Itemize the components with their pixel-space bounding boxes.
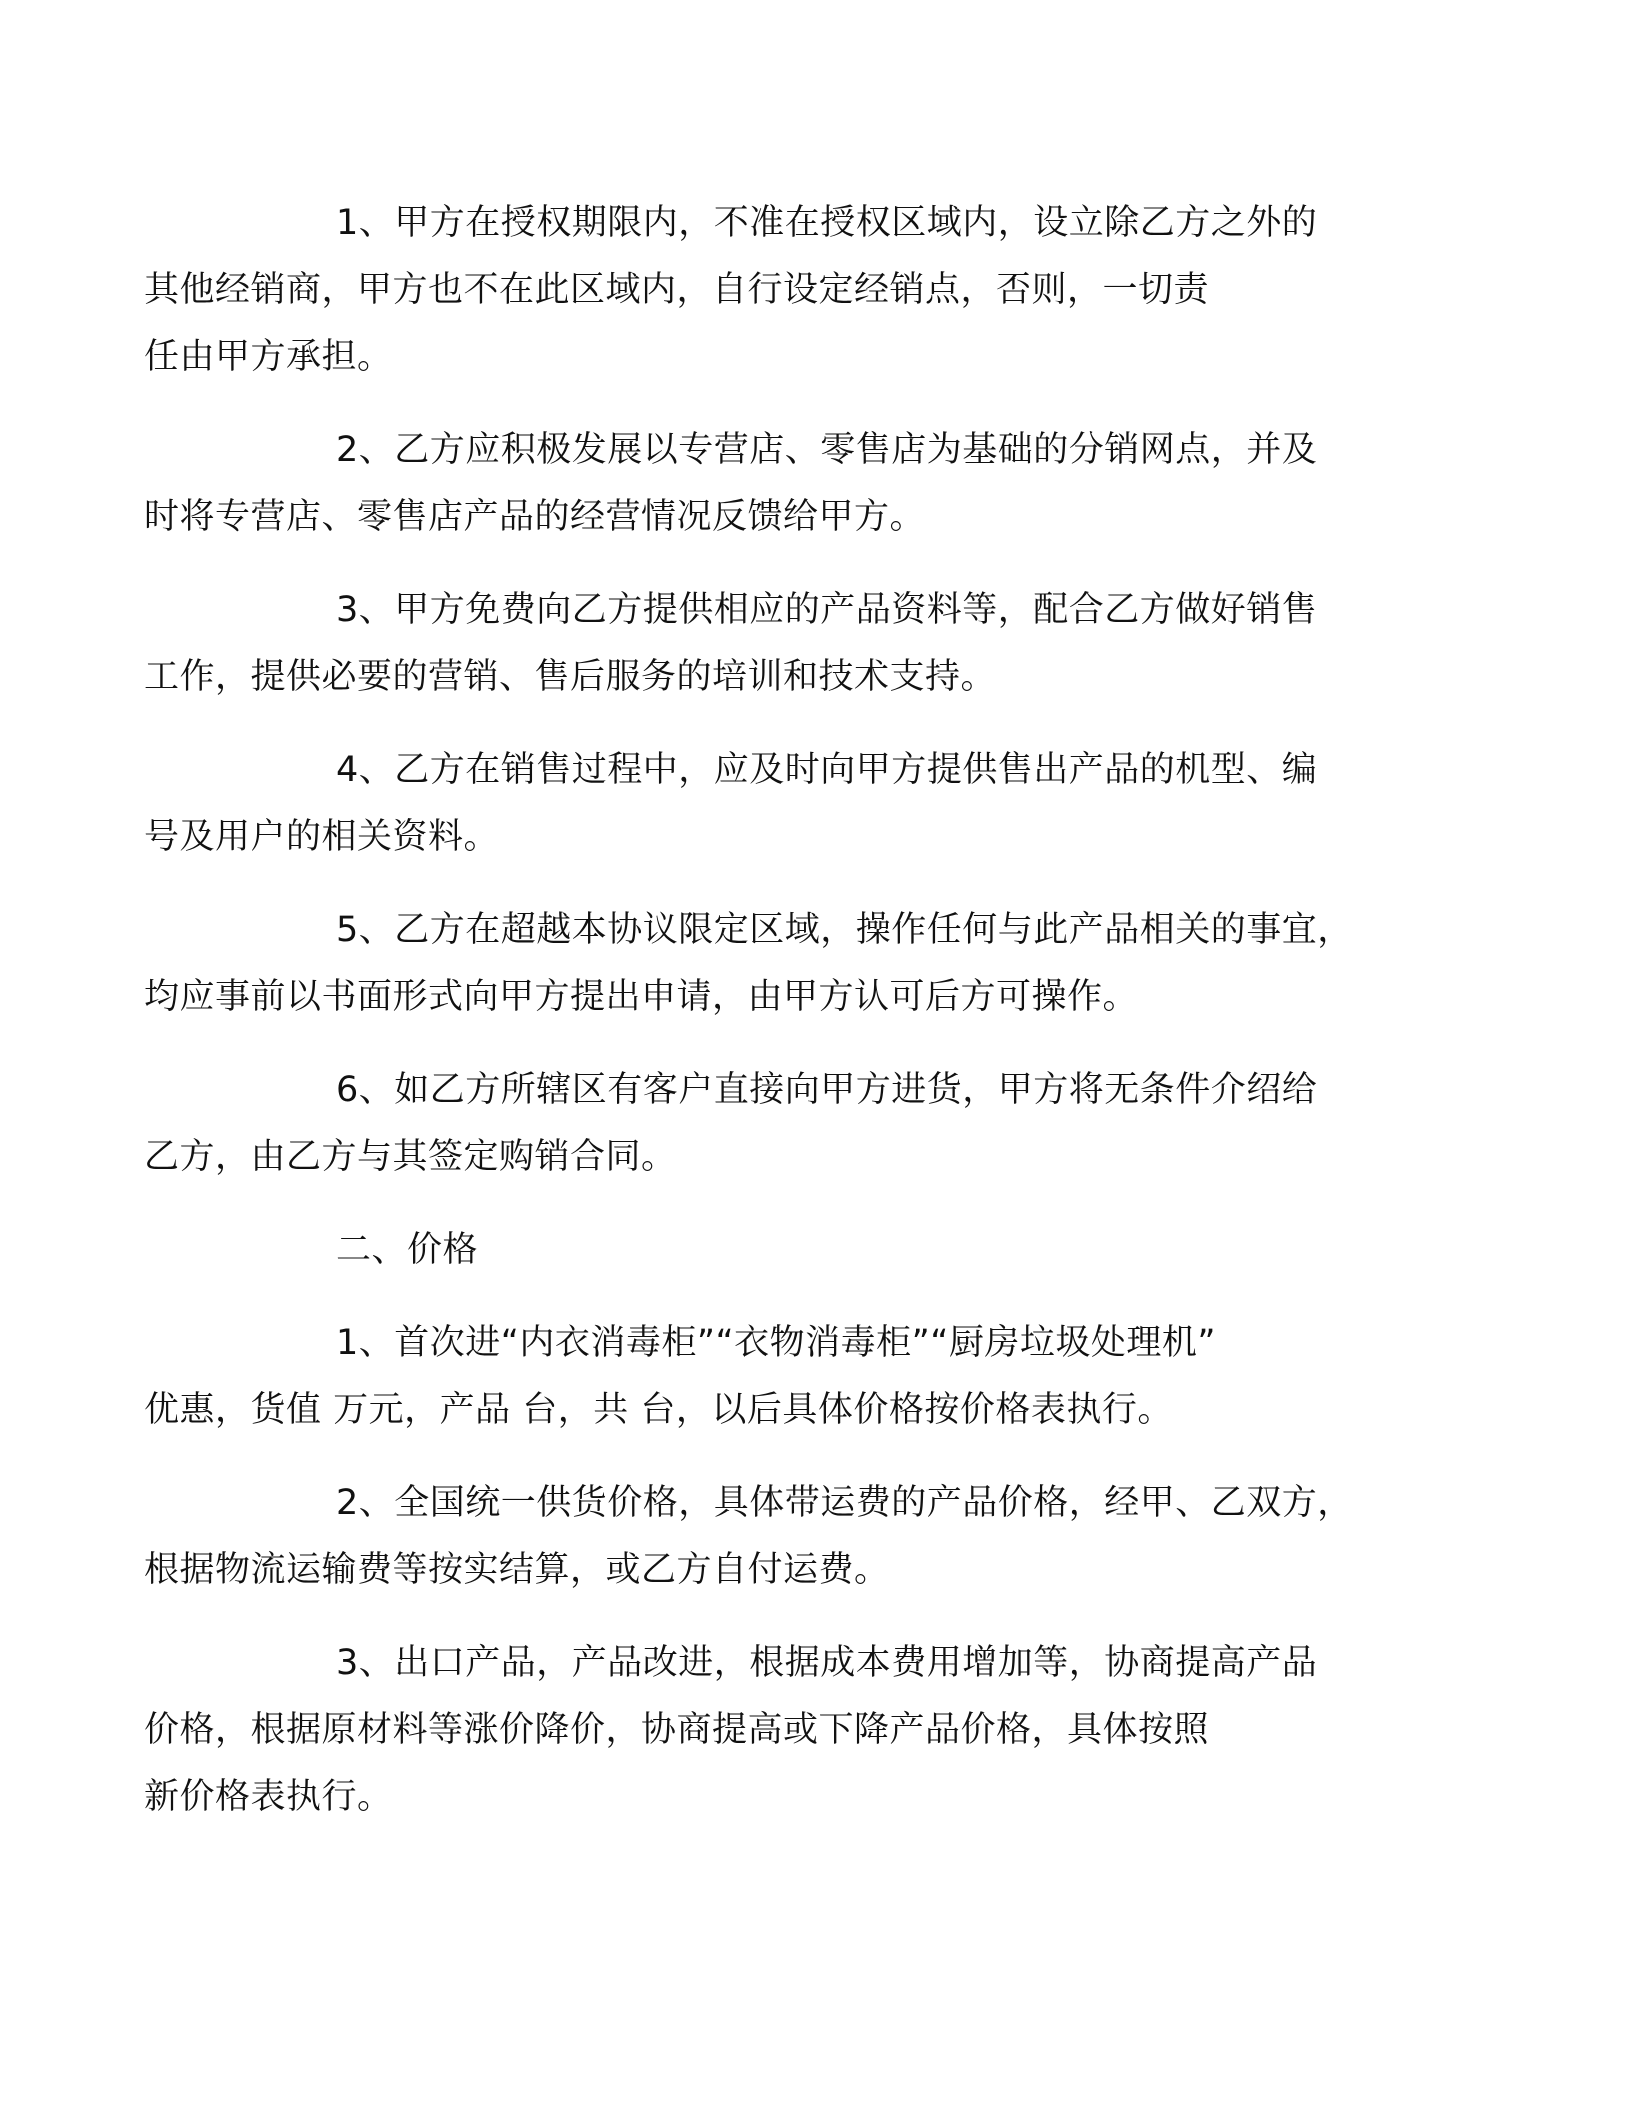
price-clause-3-line-2: 价格，根据原材料等涨价降价，协商提高或下降产品价格，具体按照 (144, 1710, 1210, 1750)
clause-6-line-1: 6、如乙方所辖区有客户直接向甲方进货，甲方将无条件介绍给 (336, 1070, 1318, 1110)
clause-6-line-2: 乙方，由乙方与其签定购销合同。 (144, 1137, 677, 1177)
clause-1-line-1: 1、甲方在授权期限内，不准在授权区域内，设立除乙方之外的 (336, 203, 1318, 243)
clause-2-line-1: 2、乙方应积极发展以专营店、零售店为基础的分销网点，并及 (336, 430, 1318, 470)
clause-2 (144, 417, 1410, 551)
clause-5 (144, 897, 1410, 1031)
price-clause-3-line-3: 新价格表执行。 (144, 1777, 393, 1817)
clause-1-line-3: 任由甲方承担。 (144, 337, 393, 377)
price-clause-1 (144, 1310, 1410, 1444)
price-clause-3-line-1: 3、出口产品，产品改进，根据成本费用增加等，协商提高产品 (336, 1643, 1318, 1683)
clause-3-line-1: 3、甲方免费向乙方提供相应的产品资料等，配合乙方做好销售 (336, 590, 1318, 630)
clause-4 (144, 737, 1410, 871)
section-heading-price: 二、价格 (336, 1230, 479, 1270)
price-clause-3 (144, 1630, 1410, 1831)
clause-3-line-2: 工作，提供必要的营销、售后服务的培训和技术支持。 (144, 657, 997, 697)
clause-6 (144, 1057, 1410, 1191)
document-page (144, 190, 1410, 1857)
clause-2-line-2: 时将专营店、零售店产品的经营情况反馈给甲方。 (144, 497, 926, 537)
clause-4-line-1: 4、乙方在销售过程中，应及时向甲方提供售出产品的机型、编 (336, 750, 1318, 790)
clause-4-line-2: 号及用户的相关资料。 (144, 817, 500, 857)
price-clause-2-line-1: 2、全国统一供货价格，具体带运费的产品价格，经甲、乙双方， (336, 1483, 1353, 1523)
price-clause-2 (144, 1470, 1410, 1604)
price-clause-1-line-1: 1、首次进“内衣消毒柜”“衣物消毒柜”“厨房垃圾处理机” (336, 1323, 1217, 1363)
clause-1 (144, 190, 1410, 391)
clause-5-line-2: 均应事前以书面形式向甲方提出申请，由甲方认可后方可操作。 (144, 977, 1139, 1017)
clause-3 (144, 577, 1410, 711)
clause-5-line-1: 5、乙方在超越本协议限定区域，操作任何与此产品相关的事宜， (336, 910, 1353, 950)
price-clause-2-line-2: 根据物流运输费等按实结算，或乙方自付运费。 (144, 1550, 890, 1590)
price-clause-1-line-2: 优惠，货值 万元，产品 台，共 台，以后具体价格按价格表执行。 (144, 1390, 1173, 1430)
clause-1-line-2: 其他经销商，甲方也不在此区域内，自行设定经销点，否则，一切责 (144, 270, 1210, 310)
